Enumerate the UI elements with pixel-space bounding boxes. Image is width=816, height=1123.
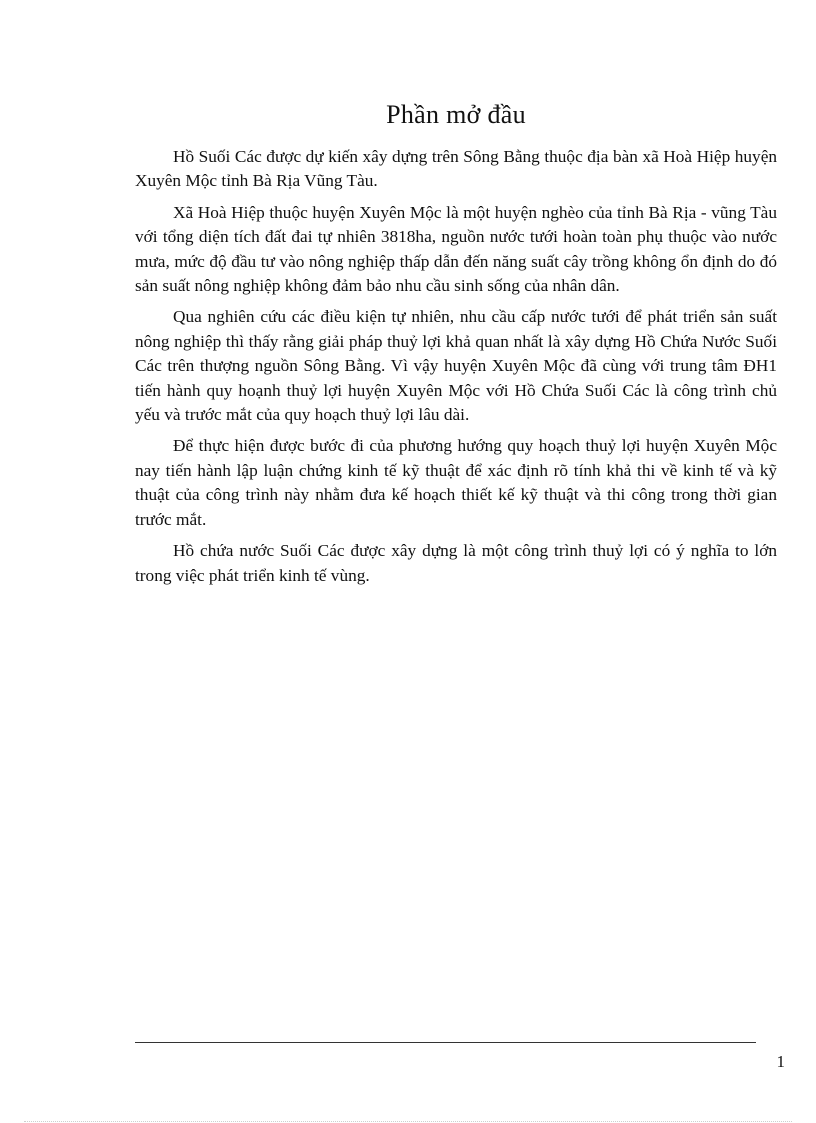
footer-divider [135,1042,756,1043]
paragraph-4: Để thực hiện được bước đi của phương hướng quy hoạch thuỷ lợi huyện Xuyên Mộc nay tiến hành lập luận chứng kinh tế kỹ thuật để xác định rõ tính khả thi về kinh tế và kỹ thuật của công trình này nhằm đưa kế hoạch thiết kế kỹ thuật và thi công trong thời gian trước mắt. [135,436,777,529]
paragraph-3: Qua nghiên cứu các điều kiện tự nhiên, nhu cầu cấp nước tưới để phát triển sản suất nông nghiệp thì thấy rằng giải pháp thuỷ lợi khả quan nhất là xây dựng Hồ Chứa Nước Suối Các trên thượng nguồn Sông Bằng. Vì vậy huyện Xuyên Mộc đã cùng với trung tâm ĐH1 tiến hành quy hoạnh thuỷ lợi huyện Xuyên Mộc với Hồ Chứa Suối Các là công trình chủ yếu và trước mắt của quy hoạch thuỷ lợi lâu dài. [135,307,777,425]
paragraph-1: Hồ Suối Các được dự kiến xây dựng trên Sông Bằng thuộc địa bàn xã Hoà Hiệp huyện Xuyên Mộc tỉnh Bà Rịa Vũng Tàu. [135,147,777,191]
paragraph-2: Xã Hoà Hiệp thuộc huyện Xuyên Mộc là một huyện nghèo của tỉnh Bà Rịa - vũng Tàu với tổng diện tích đất đai tự nhiên 3818ha, nguồn nước tưới hoàn toàn phụ thuộc vào nước mưa, mức độ đầu tư vào nông nghiệp thấp dẫn đến năng suất cây trồng không ổn định do đó sản suất nông nghiệp không đảm bảo nhu cầu sinh sống của nhân dân. [135,202,777,296]
page-title: Phần mở đầu [386,100,526,129]
page-number: 1 [776,1052,785,1071]
document-body [135,145,777,595]
paragraph-5: Hồ chứa nước Suối Các được xây dựng là một công trình thuỷ lợi có ý nghĩa to lớn trong việc phát triển kinh tế vùng. [135,541,777,585]
page-edge-divider [24,1121,792,1122]
